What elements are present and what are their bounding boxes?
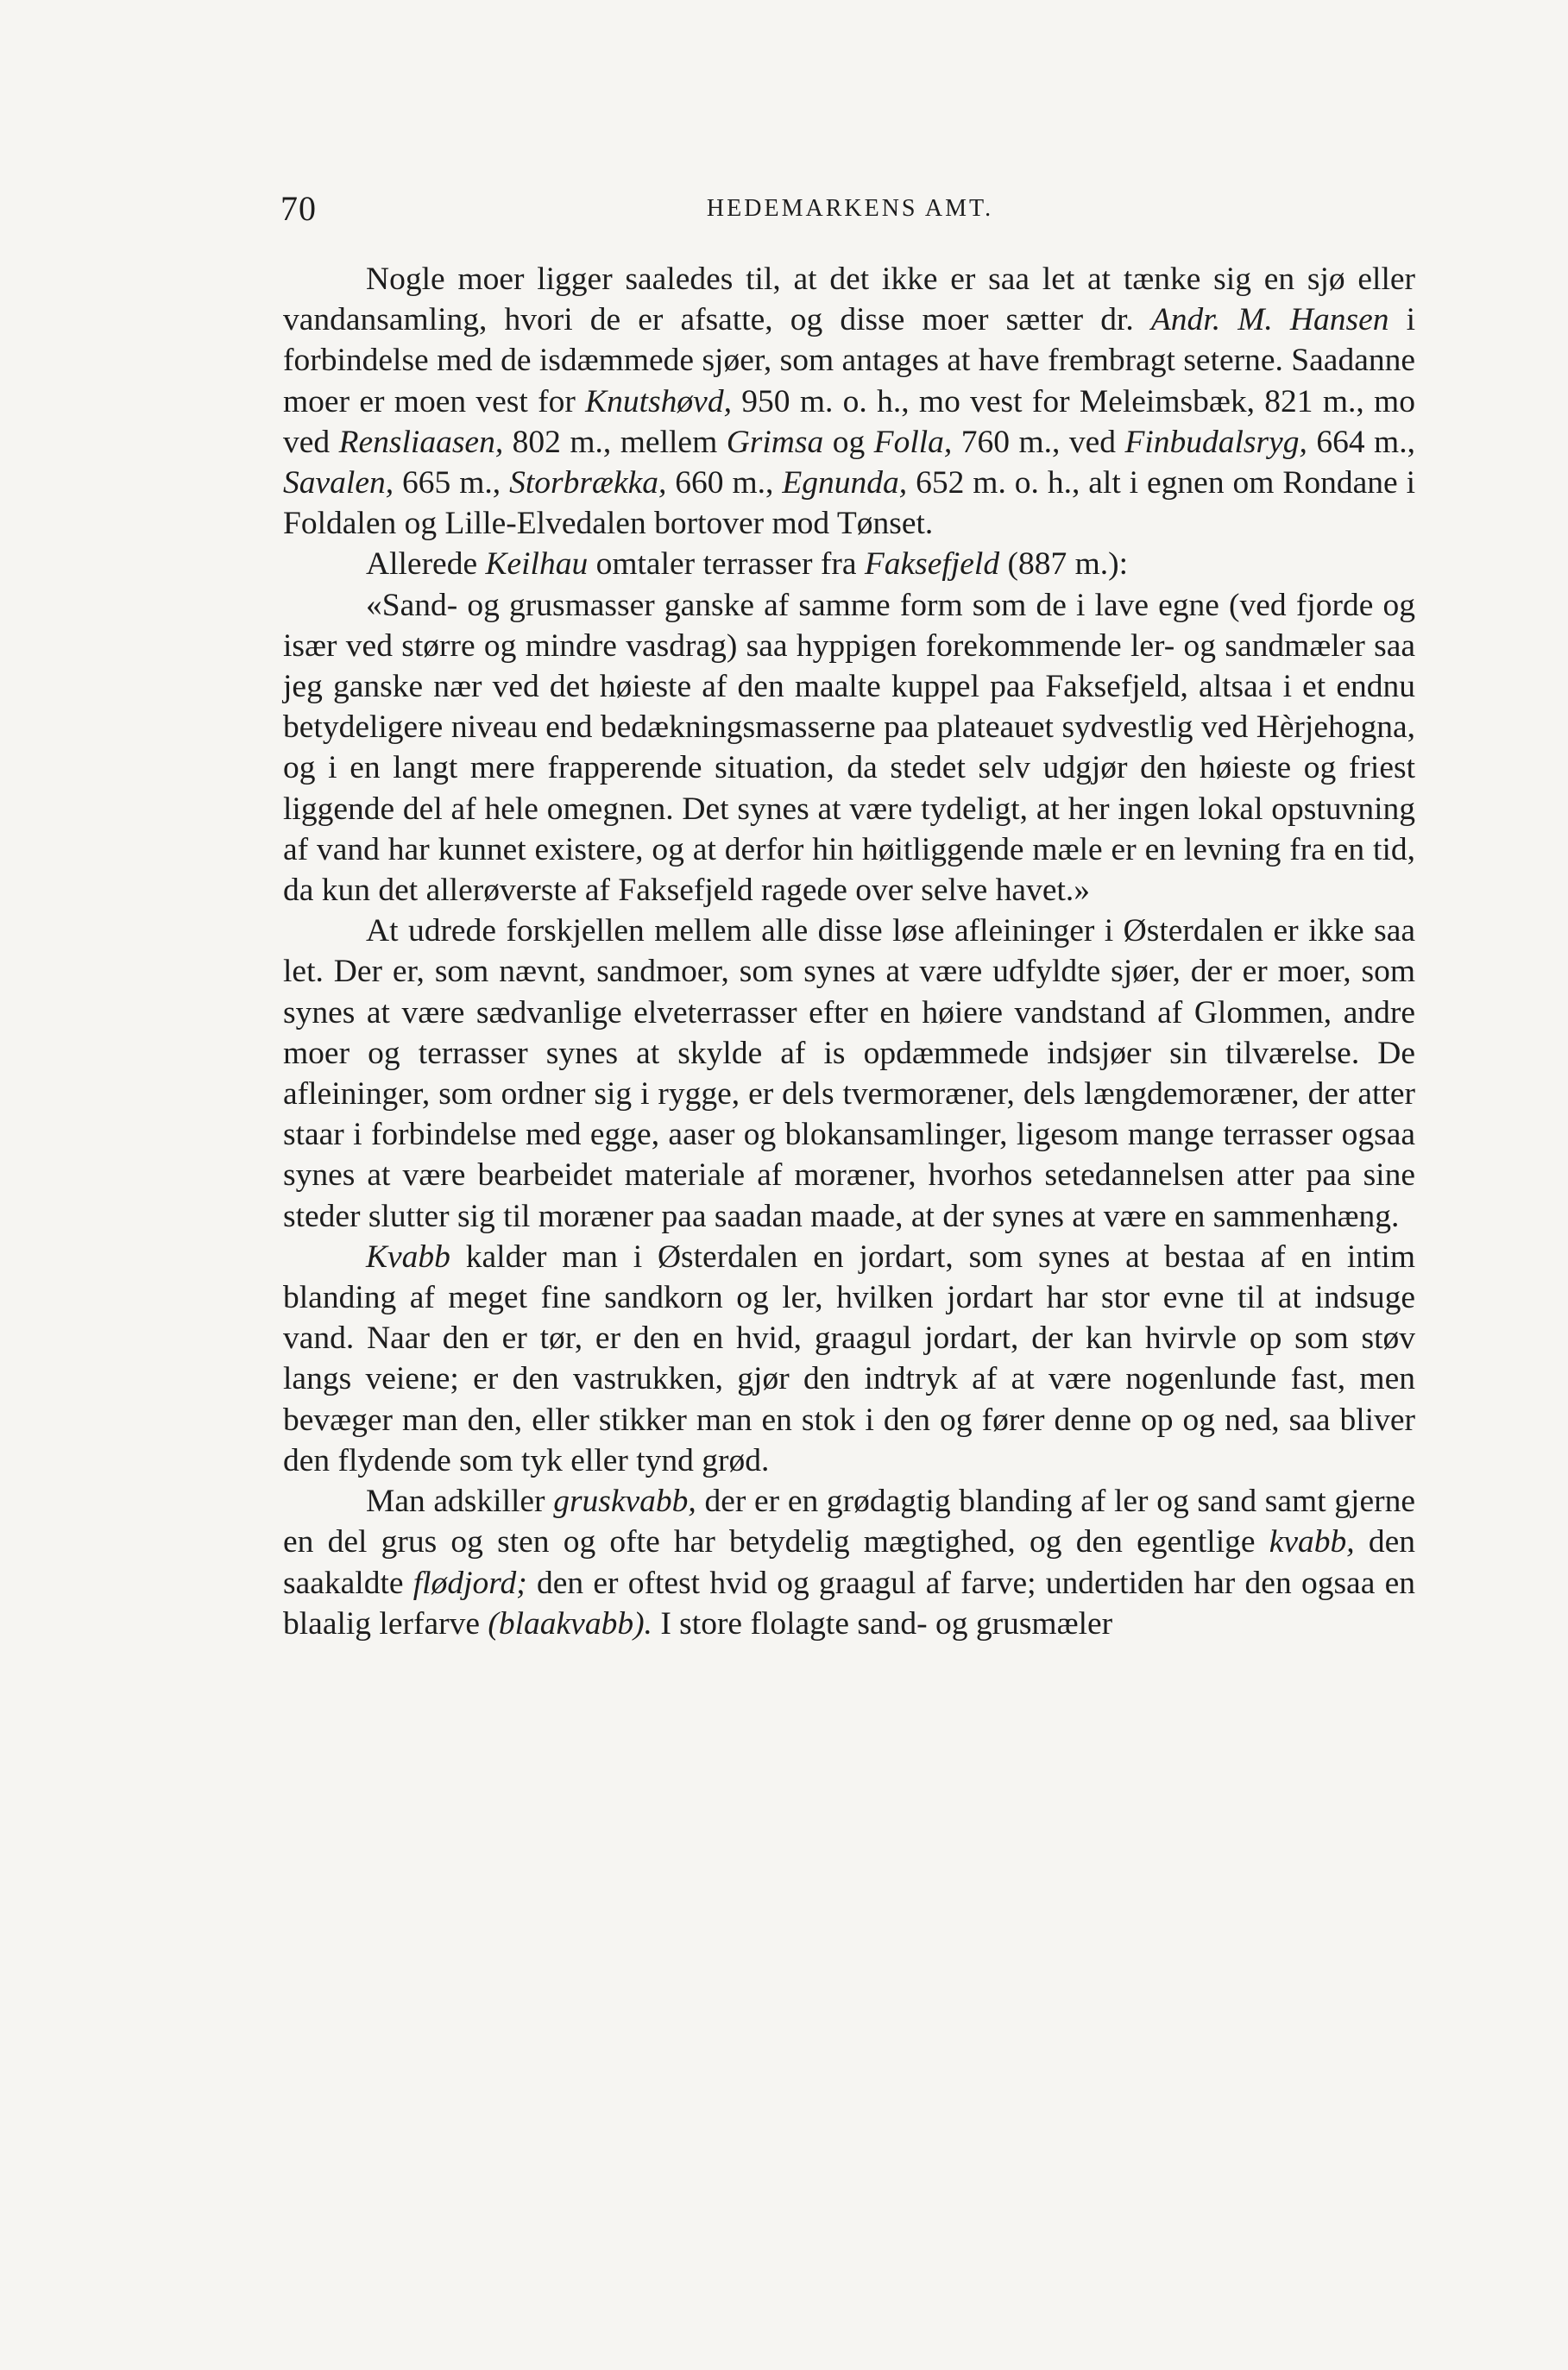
text-run: Man adskiller xyxy=(366,1484,554,1520)
paragraph-4 xyxy=(283,911,1415,1237)
text-run: i forbindelse med de isdæmmede sjøer, som antages at have frembragt seterne. Saadanne moer er moen vest for xyxy=(283,302,1415,419)
italic-run: Storbrækka, xyxy=(509,465,667,501)
paragraph-2 xyxy=(283,544,1415,584)
italic-run: Andr. M. Hansen xyxy=(1150,302,1389,338)
text-run: den saakaldte xyxy=(283,1524,1415,1601)
text-run: 760 m., ved xyxy=(952,424,1125,460)
text-run: og xyxy=(823,424,874,460)
text-run: kalder man i Østerdalen en jordart, som synes at bestaa af en intim blanding af meget fine sandkorn og ler, hvilken jordart har stor evne til at indsuge vand. Naar den er tør, er den en hvid, graagul jordart, der kan hvirvle op som støv langs veiene; er den vastrukken, gjør den indtryk af at være nogenlunde fast, men bevæger man den, eller stikker man en stok i den og fører denne op og ned, saa bliver den flydende som tyk eller tynd grød. xyxy=(283,1239,1415,1478)
italic-run: Finbudalsryg, xyxy=(1124,424,1307,460)
text-run: omtaler terrasser fra xyxy=(588,546,865,583)
italic-run: Knutshøvd, xyxy=(585,383,732,419)
text-run: I store flolagte sand- og grusmæler xyxy=(652,1605,1113,1642)
italic-run: Folla, xyxy=(873,424,953,460)
paragraph-3 xyxy=(283,585,1415,911)
italic-run: Keilhau xyxy=(485,546,589,583)
italic-run: Grimsa xyxy=(726,424,824,460)
text-run: 665 m., xyxy=(394,465,510,501)
text-run: 660 m., xyxy=(666,465,783,501)
italic-run: Rensliaasen, xyxy=(338,424,504,460)
italic-run: Savalen, xyxy=(283,465,394,501)
italic-run: (blaakvabb). xyxy=(488,1605,652,1642)
text-run: der er en grødagtig blanding af ler og sand samt gjerne en del grus og sten og ofte har betydelig mægtighed, og den egentlige xyxy=(283,1484,1415,1560)
text-run: 664 m., xyxy=(1307,424,1415,460)
paragraph-1 xyxy=(283,259,1415,544)
paragraph-5 xyxy=(283,1237,1415,1481)
italic-run: gruskvabb, xyxy=(553,1484,696,1520)
text-run: 950 m. o. h., mo vest for Meleimsbæk, 821 m., mo ved xyxy=(283,383,1415,460)
running-title: HEDEMARKENS AMT. xyxy=(706,195,994,222)
text-run: den er oftest hvid og graagul af farve; undertiden har den ogsaa en blaalig lerfarve xyxy=(283,1565,1415,1642)
page-number: 70 xyxy=(280,189,317,228)
italic-run: Egnunda, xyxy=(782,465,908,501)
paragraph-6 xyxy=(283,1481,1415,1644)
italic-run: Faksefjeld xyxy=(864,546,1000,583)
italic-run: Kvabb xyxy=(366,1239,450,1275)
text-run: «Sand- og grusmasser ganske af samme form som de i lave egne (ved fjorde og især ved større og mindre vasdrag) saa hyppigen forekommende ler- og sandmæler saa jeg ganske nær ved det høieste af den maalte kuppel paa Faksefjeld, altsaa i et endnu betydeligere niveau end bedækningsmasserne paa plateauet sydvestlig ved Hèrjehogna, og i en langt mere frapperende situation, da stedet selv udgjør den høieste og friest liggende del af hele omegnen. Det synes at være tydeligt, at her ingen lokal opstuvning af vand har kunnet existere, og at derfor hin høitliggende mæle er en levning fra en tid, da kun det allerøverste af Faksefjeld ragede over selve havet.» xyxy=(283,587,1415,909)
text-run: Nogle moer ligger saaledes til, at det ikke er saa let at tænke sig en sjø eller vandansamling, hvori de er afsatte, og disse moer sætter dr. xyxy=(283,262,1415,338)
text-run: (887 m.): xyxy=(999,546,1129,583)
text-run: At udrede forskjellen mellem alle disse løse afleininger i Østerdalen er ikke saa let. Der er, som nævnt, sandmoer, som synes at være udfyldte sjøer, der er moer, som synes at være sædvanlige elveterrasser efter en høiere vandstand af Glommen, andre moer og terrasser synes at skylde af is opdæmmede indsjøer sin tilværelse. De afleininger, som ordner sig i rygge, er dels tvermoræner, dels længdemoræner, der atter staar i forbindelse med egge, aaser og blokansamlinger, ligesom mange terrasser ogsaa synes at være bearbeidet materiale af moræner, hvorhos setedannelsen atter paa sine steder slutter sig til moræner paa saadan maade, at der synes at være en sammenhæng. xyxy=(283,913,1415,1234)
text-run: 652 m. o. h., alt i egnen om Rondane i Foldalen og Lille-Elvedalen bortover mod Tønset. xyxy=(283,465,1416,542)
text-run: 802 m., mellem xyxy=(503,424,727,460)
italic-run: kvabb, xyxy=(1269,1524,1355,1560)
text-run: Allerede xyxy=(366,546,486,583)
body-text xyxy=(283,259,1415,1644)
italic-run: flødjord; xyxy=(412,1565,527,1601)
page-header xyxy=(280,188,1420,240)
